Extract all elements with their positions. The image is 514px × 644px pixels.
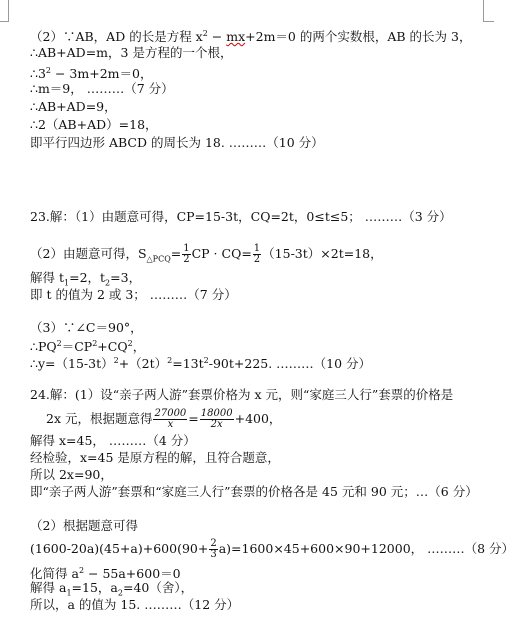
text: ∴y=（15-3t） bbox=[30, 356, 114, 372]
text: ∴PQ bbox=[30, 339, 57, 355]
margin-corner-mark-right bbox=[483, 0, 494, 22]
text: = bbox=[188, 411, 199, 426]
text: +（2t） bbox=[118, 356, 168, 372]
denominator: 3 bbox=[210, 549, 217, 560]
text: =15，a bbox=[71, 580, 118, 595]
fraction-half bbox=[182, 244, 190, 265]
denominator: 2x bbox=[210, 419, 223, 430]
superscript: 2 bbox=[127, 339, 133, 348]
text: ， bbox=[132, 339, 146, 355]
spellcheck-underlined-text: mx bbox=[226, 29, 246, 45]
superscript: 2 bbox=[113, 356, 119, 365]
text: =2，t bbox=[69, 270, 106, 285]
superscript: 2 bbox=[45, 66, 51, 75]
text: − bbox=[207, 29, 227, 45]
text: +400， bbox=[234, 411, 282, 426]
text: 2x 元，根据题意得 bbox=[46, 411, 153, 426]
text: CP · CQ= bbox=[191, 246, 252, 261]
text: =13t bbox=[172, 356, 204, 372]
denominator: 2 bbox=[253, 254, 261, 265]
q23-line-5: （3）∵∠C＝90°， bbox=[30, 320, 143, 335]
subscript: △PCQ bbox=[146, 254, 171, 264]
text: − 55a+600＝0 bbox=[84, 566, 181, 582]
part2-line-4: ∴m＝9， ………（7 分） bbox=[30, 81, 174, 96]
part2-line-5: ∴AB+AD=9， bbox=[30, 99, 117, 114]
text: = bbox=[170, 246, 182, 261]
numerator: 1 bbox=[183, 243, 190, 254]
text: =40（舍）， bbox=[122, 580, 194, 595]
fraction-two-thirds bbox=[209, 539, 217, 560]
part2-line-1 bbox=[30, 26, 471, 45]
part2-line-7: 即平行四边形 ABCD 的周长为 18. ………（10 分） bbox=[30, 135, 324, 150]
q24-line-4: 经检验，x=45 是原方程的解，且符合题意， bbox=[30, 450, 280, 465]
text: ∴3 bbox=[30, 66, 46, 82]
margin-corner-mark-left bbox=[0, 0, 9, 22]
fraction-27000-over-x bbox=[153, 409, 187, 430]
part2-line-6: ∴2（AB+AD）=18， bbox=[30, 117, 158, 132]
text: 化简得 a bbox=[30, 566, 79, 582]
superscript: 2 bbox=[78, 566, 85, 575]
subscript: 1 bbox=[66, 588, 72, 598]
superscript: 2 bbox=[203, 356, 209, 365]
text: (1600-20a)(45+a)+600(90+ bbox=[30, 541, 209, 556]
numerator: 1 bbox=[253, 243, 261, 254]
text: − 3m+2m＝0， bbox=[51, 66, 153, 82]
q23-line-2 bbox=[30, 244, 383, 268]
q24-line-1: 24.解：(1）设“亲子两人游”套票价格为 x 元，则“家庭三人行”套票的价格是 bbox=[30, 387, 454, 402]
margin-corner-mark-left-h bbox=[0, 21, 8, 22]
q23-line-1: 23.解：（1）由题意可得，CP=15-3t，CQ=2t，0≤t≤5； ………（3 分） bbox=[30, 209, 452, 224]
text: +2m＝0 的两个实数根，AB 的长为 3， bbox=[245, 29, 472, 45]
text: =3， bbox=[110, 270, 142, 285]
text: -90t+225. ………（10 分） bbox=[208, 356, 372, 372]
text: （15-3t）×2t=18， bbox=[262, 246, 383, 261]
q24-line-11: 所以，a 的值为 15. ………（12 分） bbox=[30, 597, 240, 612]
superscript: 2 bbox=[202, 29, 208, 38]
q24-line-8 bbox=[30, 539, 514, 560]
q23-line-7 bbox=[30, 353, 371, 372]
subscript: 2 bbox=[105, 278, 111, 288]
q23-line-4: 即 t 的值为 2 或 3； ………（7 分） bbox=[30, 287, 237, 302]
subscript: 2 bbox=[117, 588, 123, 598]
subscript: 1 bbox=[64, 278, 70, 288]
q24-line-3: 解得 x=45， ………（4 分） bbox=[30, 433, 196, 448]
numerator: 2 bbox=[210, 538, 217, 549]
margin-corner-mark-right-h bbox=[484, 21, 494, 22]
fraction-half bbox=[253, 244, 261, 265]
q24-line-5: 所以 2x=90， bbox=[30, 467, 113, 482]
part2-line-2: ∴AB+AD=m，3 是方程的一个根， bbox=[30, 45, 233, 60]
text: a)=1600×45+600×90+12000， ………（8 分） bbox=[218, 541, 514, 556]
numerator: 18000 bbox=[200, 408, 233, 419]
numerator: 27000 bbox=[154, 408, 187, 419]
text: 解得 a bbox=[30, 580, 67, 595]
text: ＝CP bbox=[61, 339, 93, 355]
text: （2）由题意可得，S bbox=[30, 246, 147, 261]
superscript: 2 bbox=[167, 356, 173, 365]
fraction-18000-over-2x bbox=[200, 409, 234, 430]
q24-line-6: 即“亲子两人游”套票和“家庭三人行”套票的价格各是 45 元和 90 元；…（6 分） bbox=[30, 484, 478, 499]
denominator: x bbox=[167, 419, 174, 430]
superscript: 2 bbox=[56, 339, 62, 348]
q24-line-7: （2）根据题意可得 bbox=[30, 518, 138, 533]
denominator: 2 bbox=[183, 254, 190, 265]
text: 解得 t bbox=[30, 270, 64, 285]
text: （2）∵AB，AD 的长是方程 x bbox=[30, 29, 203, 45]
part2-line-3 bbox=[30, 63, 152, 82]
text: +CQ bbox=[97, 339, 128, 355]
q24-line-2 bbox=[46, 409, 281, 430]
superscript: 2 bbox=[92, 339, 98, 348]
